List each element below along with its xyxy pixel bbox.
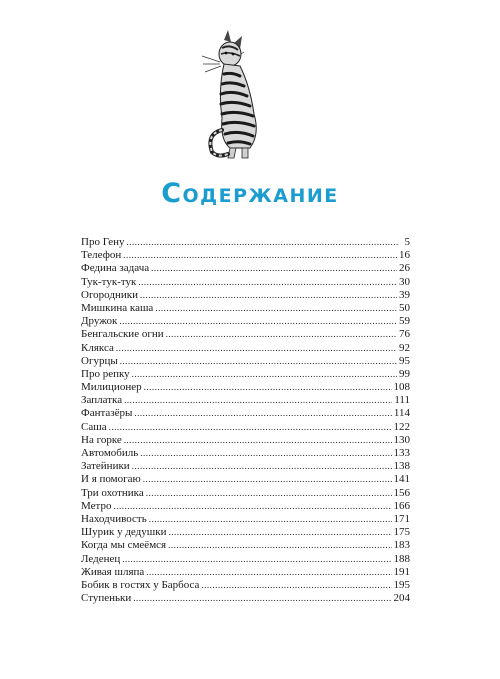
toc-entry-title: Телефон xyxy=(81,249,122,262)
toc-dot-leader xyxy=(149,513,392,526)
toc-entry-title: Автомобиль xyxy=(81,447,139,459)
toc-entry-title: Шурик у дедушки xyxy=(81,526,167,539)
toc-entry xyxy=(81,460,410,473)
toc-entry-page: 5 xyxy=(404,236,410,248)
toc-entry-page: 16 xyxy=(399,249,410,262)
toc-entry xyxy=(81,566,410,579)
toc-dot-leader xyxy=(138,276,397,289)
toc-entry xyxy=(81,592,410,605)
toc-entry-page: 171 xyxy=(393,512,410,525)
toc-entry xyxy=(81,394,410,407)
toc-entry-page: 111 xyxy=(394,394,410,407)
toc-entry-page: 59 xyxy=(399,315,410,328)
toc-dot-leader xyxy=(120,355,397,368)
toc-entry xyxy=(81,315,410,328)
toc-entry-page: 108 xyxy=(393,381,410,394)
toc-entry-title: Три охотника xyxy=(81,486,144,499)
toc-entry-page: 175 xyxy=(393,526,410,539)
toc-dot-leader xyxy=(124,434,392,447)
toc-dot-leader xyxy=(151,262,397,275)
toc-dot-leader xyxy=(140,447,391,460)
toc-entry xyxy=(81,381,410,394)
toc-dot-leader xyxy=(132,460,392,473)
toc-dot-leader xyxy=(123,249,397,262)
toc-entry-title: Огурцы xyxy=(81,354,118,367)
toc-entry-title: Заплатка xyxy=(81,394,123,407)
toc-dot-leader xyxy=(132,368,397,381)
toc-dot-leader xyxy=(144,381,392,394)
toc-entry-page: 141 xyxy=(393,473,410,486)
toc-entry-title: Федина задача xyxy=(81,262,150,275)
toc-entry xyxy=(81,249,410,262)
toc-entry xyxy=(81,553,410,566)
toc-entry-title: Милиционер xyxy=(81,381,142,394)
toc-entry-page: 183 xyxy=(393,539,410,552)
toc-entry-page: 130 xyxy=(393,433,410,446)
toc-entry-title: Ступеньки xyxy=(81,592,132,605)
toc-entry-page: 204 xyxy=(393,592,410,605)
toc-dot-leader xyxy=(201,579,391,592)
toc-dot-leader xyxy=(134,407,392,420)
toc-dot-leader xyxy=(122,553,391,566)
toc-entry xyxy=(81,487,410,500)
toc-entry-page: 76 xyxy=(399,328,410,341)
toc-dot-leader xyxy=(168,526,391,539)
toc-entry-title: Фантазёры xyxy=(81,407,133,420)
toc-entry-page: 30 xyxy=(399,275,410,288)
toc-entry xyxy=(81,262,410,275)
toc-dot-leader xyxy=(143,473,392,486)
toc-entry xyxy=(81,500,410,513)
toc-entry-page: 188 xyxy=(393,552,410,565)
toc-dot-leader xyxy=(109,421,392,434)
toc-entry-title: Живая шляпа xyxy=(81,565,145,578)
toc-entry-title: Тук-тук-тук xyxy=(81,275,137,288)
toc-entry-page: 99 xyxy=(399,367,410,380)
toc-entry xyxy=(81,539,410,552)
toc-entry-title: Бенгальские огни xyxy=(81,328,164,341)
toc-dot-leader xyxy=(146,487,392,500)
cat-icon xyxy=(200,30,266,160)
toc-entry xyxy=(81,421,410,434)
toc-dot-leader xyxy=(113,500,391,513)
toc-dot-leader xyxy=(146,566,391,579)
toc-entry-page: 133 xyxy=(393,447,410,459)
toc-dot-leader xyxy=(124,394,392,407)
toc-dot-leader xyxy=(116,342,397,355)
toc-entry-title: Затейники xyxy=(81,460,130,473)
cat-illustration xyxy=(200,30,266,160)
toc-entry xyxy=(81,276,410,289)
toc-entry-title: Дружок xyxy=(81,315,118,328)
toc-entry xyxy=(81,513,410,526)
toc-entry-page: 26 xyxy=(399,262,410,275)
toc-entry-page: 166 xyxy=(393,499,410,512)
toc-entry xyxy=(81,236,410,249)
toc-entry-page: 122 xyxy=(393,420,410,433)
toc-entry-page: 50 xyxy=(399,301,410,314)
toc-entry xyxy=(81,473,410,486)
toc-entry-page: 156 xyxy=(393,486,410,499)
toc-dot-leader xyxy=(168,539,391,552)
page-title: Содержание xyxy=(161,178,339,209)
toc-entry-page: 191 xyxy=(393,565,410,578)
toc-entry-title: И я помогаю xyxy=(81,473,141,486)
toc-dot-leader xyxy=(126,236,398,249)
toc-entry-title: Клякса xyxy=(81,341,114,354)
toc-entry-page: 39 xyxy=(399,288,410,301)
toc-entry-title: Огородники xyxy=(81,288,138,301)
toc-entry-title: Метро xyxy=(81,499,112,512)
toc-entry-title: Когда мы смеёмся xyxy=(81,539,167,552)
toc-entry xyxy=(81,447,410,460)
toc-entry xyxy=(81,368,410,381)
toc-dot-leader xyxy=(119,315,397,328)
toc-entry xyxy=(81,434,410,447)
toc-entry-page: 92 xyxy=(399,341,410,354)
toc-entry-page: 114 xyxy=(393,407,410,420)
toc-entry-page: 195 xyxy=(393,578,410,591)
toc-entry-title: Находчивость xyxy=(81,512,147,525)
toc-entry-title: Бобик в гостях у Барбоса xyxy=(81,578,200,591)
toc-entry-title: Мишкина каша xyxy=(81,301,154,314)
toc-entry-page: 138 xyxy=(393,460,410,473)
toc-entry-page: 95 xyxy=(399,354,410,367)
toc-entry-title: Про репку xyxy=(81,367,130,380)
toc-entry xyxy=(81,407,410,420)
toc-entry xyxy=(81,342,410,355)
toc-dot-leader xyxy=(155,302,397,315)
toc-dot-leader xyxy=(133,592,391,605)
toc-entry-title: Саша xyxy=(81,420,107,433)
toc-entry xyxy=(81,526,410,539)
toc-entry xyxy=(81,302,410,315)
toc-entry-title: Леденец xyxy=(81,552,121,565)
toc-entry xyxy=(81,579,410,592)
toc-entry-title: На горке xyxy=(81,433,122,446)
toc-dot-leader xyxy=(140,289,397,302)
toc-entry xyxy=(81,289,410,302)
table-of-contents xyxy=(81,236,410,605)
toc-dot-leader xyxy=(166,328,397,341)
toc-entry xyxy=(81,328,410,341)
toc-entry xyxy=(81,355,410,368)
toc-entry-title: Про Гену xyxy=(81,236,125,248)
